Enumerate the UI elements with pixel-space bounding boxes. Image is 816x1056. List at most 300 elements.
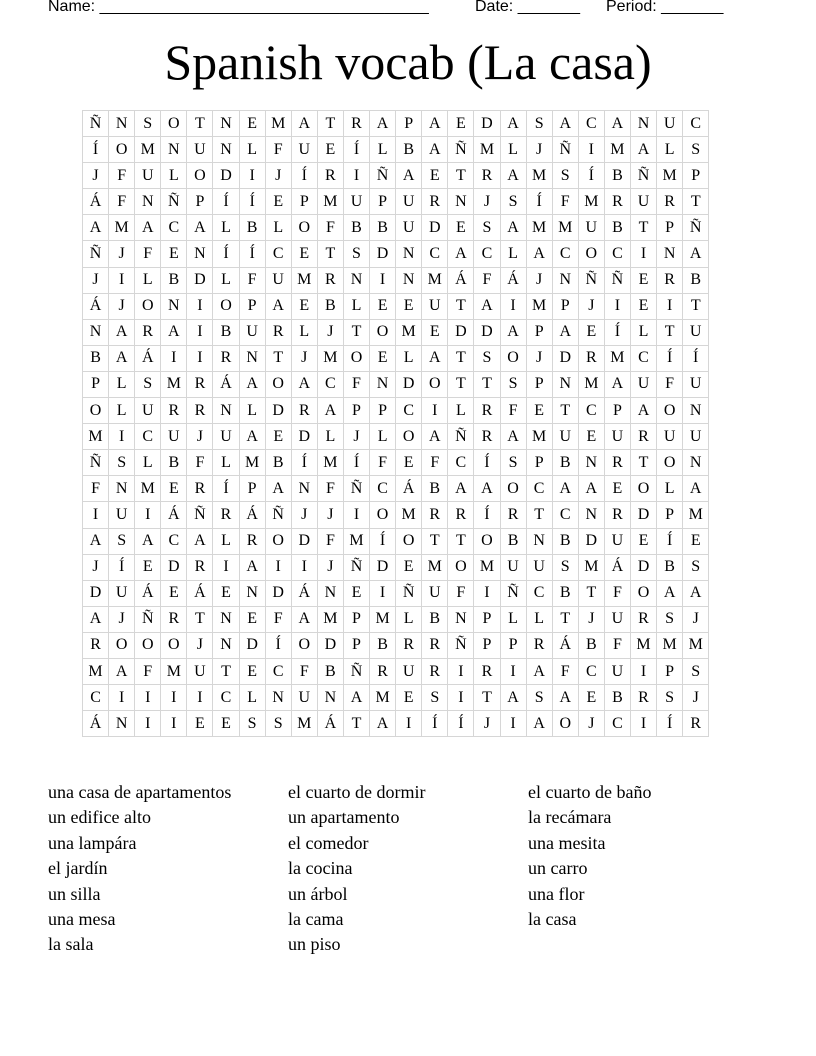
grid-cell: I: [161, 685, 187, 711]
grid-cell: Í: [448, 711, 474, 737]
grid-cell: N: [135, 189, 161, 215]
grid-cell: P: [239, 293, 265, 319]
word-list-item: una mesa: [48, 908, 116, 929]
grid-cell: L: [370, 424, 396, 450]
grid-cell: C: [448, 450, 474, 476]
grid-cell: I: [187, 319, 213, 345]
grid-cell: U: [683, 319, 709, 345]
grid-cell: A: [291, 371, 317, 397]
grid-cell: L: [370, 137, 396, 163]
grid-cell: R: [135, 319, 161, 345]
grid-cell: M: [317, 345, 343, 371]
grid-cell: C: [578, 111, 604, 137]
grid-cell: L: [135, 450, 161, 476]
grid-cell: A: [552, 685, 578, 711]
grid-cell: O: [161, 632, 187, 658]
word-list-column: [288, 780, 425, 958]
grid-cell: Ñ: [83, 450, 109, 476]
grid-cell: T: [578, 580, 604, 606]
grid-cell: C: [317, 371, 343, 397]
word-list-column: [48, 780, 231, 958]
grid-cell: I: [474, 580, 500, 606]
grid-cell: Ñ: [343, 658, 369, 684]
grid-cell: A: [317, 398, 343, 424]
grid-cell: M: [343, 528, 369, 554]
grid-cell: L: [213, 528, 239, 554]
date-field-label: Date: _______: [475, 0, 580, 15]
grid-cell: T: [683, 189, 709, 215]
grid-cell: I: [83, 502, 109, 528]
grid-cell: T: [343, 319, 369, 345]
grid-cell: U: [526, 554, 552, 580]
word-list-item: un piso: [288, 934, 341, 955]
grid-cell: N: [396, 267, 422, 293]
grid-cell: I: [604, 293, 630, 319]
grid-cell: P: [474, 632, 500, 658]
grid-cell: R: [683, 711, 709, 737]
grid-cell: E: [396, 685, 422, 711]
grid-cell: D: [422, 215, 448, 241]
grid-cell: A: [500, 685, 526, 711]
grid-cell: Ñ: [500, 580, 526, 606]
grid-cell: I: [187, 685, 213, 711]
grid-cell: A: [239, 371, 265, 397]
grid-cell: A: [161, 319, 187, 345]
grid-cell: S: [239, 711, 265, 737]
grid-cell: E: [187, 711, 213, 737]
grid-cell: A: [657, 580, 683, 606]
grid-cell: B: [83, 345, 109, 371]
word-list-item: un árbol: [288, 883, 348, 904]
grid-cell: E: [578, 685, 604, 711]
grid-cell: D: [161, 554, 187, 580]
grid-cell: E: [422, 319, 448, 345]
grid-cell: E: [630, 293, 656, 319]
grid-cell: R: [657, 189, 683, 215]
grid-cell: S: [552, 163, 578, 189]
grid-cell: M: [526, 424, 552, 450]
grid-cell: C: [161, 215, 187, 241]
grid-cell: E: [265, 189, 291, 215]
grid-cell: D: [83, 580, 109, 606]
grid-cell: A: [552, 111, 578, 137]
grid-cell: U: [291, 685, 317, 711]
word-list-item: un edifice alto: [48, 807, 151, 828]
grid-cell: R: [317, 163, 343, 189]
grid-cell: U: [396, 189, 422, 215]
grid-cell: Ñ: [396, 580, 422, 606]
grid-cell: A: [109, 319, 135, 345]
grid-cell: R: [265, 319, 291, 345]
grid-cell: S: [135, 111, 161, 137]
grid-cell: M: [109, 215, 135, 241]
grid-cell: C: [683, 111, 709, 137]
grid-cell: Á: [83, 293, 109, 319]
grid-cell: U: [630, 189, 656, 215]
grid-cell: B: [343, 215, 369, 241]
grid-cell: L: [526, 606, 552, 632]
grid-cell: A: [187, 215, 213, 241]
grid-cell: R: [213, 345, 239, 371]
grid-cell: Í: [291, 163, 317, 189]
grid-cell: E: [396, 554, 422, 580]
word-list-item: la cama: [288, 908, 344, 929]
grid-cell: B: [370, 215, 396, 241]
grid-cell: J: [265, 163, 291, 189]
grid-cell: O: [291, 632, 317, 658]
grid-row: [83, 345, 709, 371]
grid-cell: E: [604, 476, 630, 502]
grid-cell: R: [630, 685, 656, 711]
grid-cell: A: [552, 476, 578, 502]
grid-cell: J: [83, 267, 109, 293]
grid-cell: D: [474, 319, 500, 345]
grid-cell: R: [370, 658, 396, 684]
grid-cell: N: [526, 528, 552, 554]
grid-cell: J: [474, 189, 500, 215]
grid-cell: E: [161, 476, 187, 502]
grid-row: [83, 554, 709, 580]
grid-cell: S: [135, 371, 161, 397]
grid-row: [83, 424, 709, 450]
grid-cell: R: [317, 267, 343, 293]
grid-cell: S: [683, 554, 709, 580]
grid-cell: Á: [161, 502, 187, 528]
grid-cell: U: [109, 580, 135, 606]
grid-cell: I: [500, 293, 526, 319]
grid-cell: N: [213, 111, 239, 137]
grid-cell: Á: [135, 580, 161, 606]
grid-cell: U: [187, 137, 213, 163]
grid-cell: E: [526, 398, 552, 424]
grid-cell: U: [683, 371, 709, 397]
grid-cell: R: [630, 424, 656, 450]
grid-cell: R: [213, 502, 239, 528]
grid-cell: D: [213, 163, 239, 189]
grid-cell: O: [135, 293, 161, 319]
grid-cell: M: [683, 632, 709, 658]
grid-cell: F: [343, 371, 369, 397]
grid-cell: D: [396, 371, 422, 397]
grid-cell: Ñ: [578, 267, 604, 293]
grid-cell: M: [135, 476, 161, 502]
grid-cell: B: [552, 450, 578, 476]
grid-cell: T: [552, 398, 578, 424]
grid-cell: F: [370, 450, 396, 476]
grid-cell: J: [187, 632, 213, 658]
grid-cell: E: [161, 241, 187, 267]
grid-cell: F: [317, 528, 343, 554]
grid-cell: E: [448, 111, 474, 137]
grid-cell: A: [500, 319, 526, 345]
grid-cell: Í: [474, 450, 500, 476]
grid-cell: B: [552, 580, 578, 606]
grid-cell: S: [500, 371, 526, 397]
grid-cell: J: [526, 267, 552, 293]
grid-cell: U: [187, 658, 213, 684]
grid-cell: A: [683, 241, 709, 267]
grid-cell: E: [448, 215, 474, 241]
grid-cell: J: [474, 711, 500, 737]
grid-cell: A: [474, 293, 500, 319]
grid-cell: A: [500, 163, 526, 189]
grid-cell: N: [370, 371, 396, 397]
grid-cell: Í: [83, 137, 109, 163]
grid-cell: I: [630, 711, 656, 737]
grid-cell: Ñ: [448, 632, 474, 658]
grid-cell: M: [578, 371, 604, 397]
grid-cell: O: [474, 528, 500, 554]
grid-cell: S: [657, 606, 683, 632]
grid-cell: F: [239, 267, 265, 293]
grid-cell: B: [500, 528, 526, 554]
period-field-label: Period: _______: [606, 0, 724, 15]
grid-cell: C: [604, 711, 630, 737]
grid-cell: R: [474, 424, 500, 450]
grid-cell: B: [578, 632, 604, 658]
grid-cell: T: [630, 215, 656, 241]
grid-cell: T: [448, 345, 474, 371]
word-list-item: el jardín: [48, 858, 108, 879]
grid-cell: B: [683, 267, 709, 293]
grid-cell: C: [396, 398, 422, 424]
grid-cell: O: [500, 345, 526, 371]
grid-cell: F: [474, 267, 500, 293]
grid-cell: A: [343, 685, 369, 711]
grid-cell: U: [422, 293, 448, 319]
grid-cell: U: [657, 111, 683, 137]
grid-cell: O: [630, 580, 656, 606]
grid-cell: M: [552, 215, 578, 241]
grid-cell: Á: [317, 711, 343, 737]
grid-cell: E: [396, 450, 422, 476]
grid-cell: M: [317, 450, 343, 476]
grid-cell: B: [370, 632, 396, 658]
grid-cell: B: [604, 163, 630, 189]
grid-cell: E: [239, 606, 265, 632]
grid-cell: U: [604, 424, 630, 450]
grid-row: [83, 137, 709, 163]
grid-cell: F: [109, 189, 135, 215]
grid-cell: I: [135, 685, 161, 711]
grid-cell: B: [239, 215, 265, 241]
grid-cell: N: [161, 137, 187, 163]
grid-cell: E: [317, 137, 343, 163]
grid-cell: U: [109, 502, 135, 528]
grid-cell: A: [448, 241, 474, 267]
grid-cell: C: [370, 476, 396, 502]
grid-cell: R: [83, 632, 109, 658]
grid-cell: L: [239, 398, 265, 424]
grid-cell: S: [109, 528, 135, 554]
grid-cell: A: [109, 658, 135, 684]
grid-cell: N: [657, 241, 683, 267]
grid-cell: F: [109, 163, 135, 189]
grid-cell: L: [448, 398, 474, 424]
word-list-item: una flor: [528, 883, 585, 904]
grid-cell: O: [370, 502, 396, 528]
grid-cell: Í: [474, 502, 500, 528]
grid-cell: P: [343, 606, 369, 632]
grid-cell: Ñ: [343, 476, 369, 502]
grid-cell: T: [213, 658, 239, 684]
grid-cell: N: [448, 189, 474, 215]
grid-cell: D: [630, 502, 656, 528]
grid-cell: U: [578, 215, 604, 241]
grid-cell: U: [135, 163, 161, 189]
grid-row: [83, 371, 709, 397]
grid-cell: O: [630, 476, 656, 502]
grid-cell: M: [239, 450, 265, 476]
grid-cell: J: [291, 502, 317, 528]
grid-cell: N: [239, 345, 265, 371]
grid-cell: A: [109, 345, 135, 371]
grid-cell: N: [187, 241, 213, 267]
grid-cell: T: [474, 371, 500, 397]
grid-cell: C: [526, 476, 552, 502]
grid-cell: F: [187, 450, 213, 476]
grid-cell: M: [657, 163, 683, 189]
grid-cell: A: [422, 137, 448, 163]
grid-cell: S: [474, 215, 500, 241]
grid-cell: C: [630, 345, 656, 371]
grid-cell: R: [291, 398, 317, 424]
grid-cell: P: [343, 632, 369, 658]
grid-cell: N: [83, 319, 109, 345]
grid-row: [83, 476, 709, 502]
grid-cell: M: [83, 658, 109, 684]
grid-cell: Í: [291, 450, 317, 476]
grid-cell: I: [578, 137, 604, 163]
grid-cell: E: [396, 293, 422, 319]
grid-cell: A: [683, 580, 709, 606]
grid-row: [83, 580, 709, 606]
grid-cell: O: [83, 398, 109, 424]
grid-cell: S: [526, 111, 552, 137]
grid-row: [83, 241, 709, 267]
grid-cell: C: [552, 502, 578, 528]
grid-cell: Ñ: [630, 163, 656, 189]
grid-cell: Ñ: [187, 502, 213, 528]
grid-cell: M: [265, 111, 291, 137]
grid-cell: P: [526, 319, 552, 345]
grid-cell: F: [422, 450, 448, 476]
grid-cell: A: [578, 476, 604, 502]
grid-cell: T: [448, 163, 474, 189]
grid-cell: F: [265, 606, 291, 632]
grid-cell: P: [239, 476, 265, 502]
grid-cell: O: [657, 450, 683, 476]
grid-cell: P: [526, 371, 552, 397]
grid-cell: P: [396, 111, 422, 137]
grid-cell: O: [109, 137, 135, 163]
grid-cell: A: [370, 111, 396, 137]
word-list-item: un silla: [48, 883, 101, 904]
grid-cell: O: [370, 319, 396, 345]
grid-cell: O: [422, 371, 448, 397]
grid-cell: E: [578, 319, 604, 345]
grid-cell: Ñ: [370, 163, 396, 189]
grid-cell: J: [317, 502, 343, 528]
grid-cell: I: [630, 241, 656, 267]
grid-cell: L: [109, 398, 135, 424]
word-list-column: [528, 780, 651, 932]
grid-cell: C: [578, 398, 604, 424]
grid-cell: B: [213, 319, 239, 345]
grid-cell: P: [500, 632, 526, 658]
grid-cell: U: [630, 371, 656, 397]
grid-cell: J: [343, 424, 369, 450]
grid-cell: O: [291, 215, 317, 241]
grid-row: [83, 293, 709, 319]
grid-cell: O: [343, 345, 369, 371]
grid-cell: R: [422, 502, 448, 528]
grid-cell: A: [630, 398, 656, 424]
grid-cell: U: [265, 267, 291, 293]
grid-cell: N: [265, 685, 291, 711]
grid-cell: A: [135, 528, 161, 554]
grid-cell: L: [343, 293, 369, 319]
grid-cell: C: [526, 580, 552, 606]
word-list-item: el cuarto de baño: [528, 782, 652, 802]
grid-cell: T: [526, 502, 552, 528]
grid-cell: T: [552, 606, 578, 632]
grid-row: [83, 450, 709, 476]
grid-cell: I: [370, 580, 396, 606]
grid-cell: Í: [239, 241, 265, 267]
grid-cell: N: [109, 711, 135, 737]
grid-cell: I: [213, 554, 239, 580]
grid-cell: N: [109, 476, 135, 502]
grid-cell: O: [109, 632, 135, 658]
grid-cell: M: [370, 685, 396, 711]
grid-cell: N: [239, 580, 265, 606]
grid-cell: N: [552, 371, 578, 397]
grid-cell: A: [265, 476, 291, 502]
grid-cell: R: [187, 398, 213, 424]
grid-cell: I: [396, 711, 422, 737]
grid-cell: E: [291, 293, 317, 319]
grid-cell: Á: [500, 267, 526, 293]
grid-cell: M: [578, 554, 604, 580]
grid-cell: O: [578, 241, 604, 267]
grid-cell: M: [683, 502, 709, 528]
grid-cell: J: [109, 606, 135, 632]
grid-cell: Ñ: [83, 241, 109, 267]
grid-cell: A: [604, 111, 630, 137]
grid-cell: Á: [291, 580, 317, 606]
grid-cell: L: [657, 137, 683, 163]
grid-cell: I: [630, 658, 656, 684]
grid-cell: M: [291, 267, 317, 293]
grid-cell: R: [422, 632, 448, 658]
grid-cell: A: [83, 606, 109, 632]
grid-cell: R: [526, 632, 552, 658]
grid-cell: Ñ: [683, 215, 709, 241]
grid-cell: T: [187, 111, 213, 137]
grid-cell: L: [265, 215, 291, 241]
word-list-item: una casa de apartamentos: [48, 782, 232, 802]
grid-cell: N: [291, 476, 317, 502]
grid-cell: A: [83, 528, 109, 554]
grid-cell: T: [265, 345, 291, 371]
grid-row: [83, 632, 709, 658]
grid-cell: D: [448, 319, 474, 345]
grid-cell: U: [239, 319, 265, 345]
grid-cell: Á: [83, 189, 109, 215]
grid-cell: A: [239, 554, 265, 580]
grid-cell: P: [552, 293, 578, 319]
